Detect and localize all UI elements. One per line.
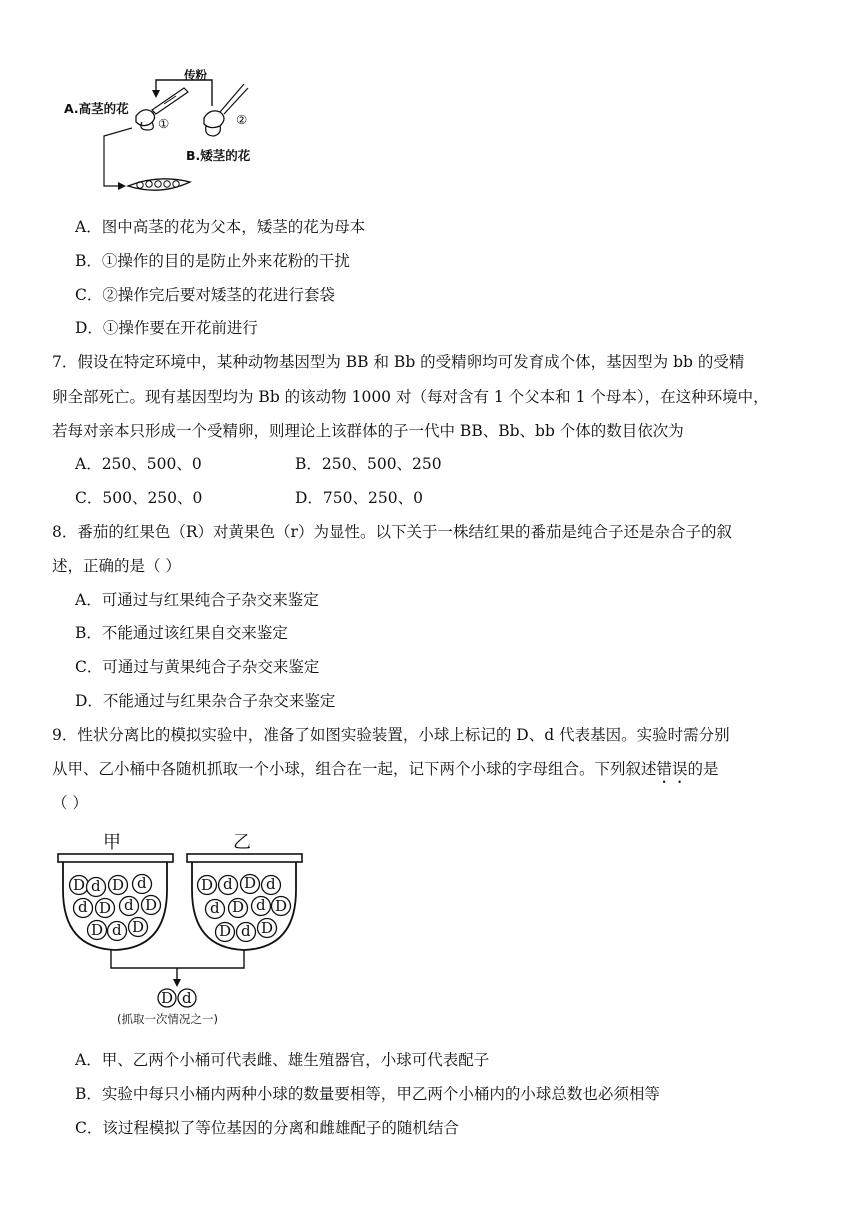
ball-D: D [145, 896, 158, 914]
q9-stem-line-2 [52, 759, 719, 787]
q9-option-a: A．甲、乙两个小桶可代表雌、雄生殖器官，小球可代表配子 [75, 1051, 490, 1069]
ball-D: D [91, 921, 104, 939]
q7-option-d: D．750、250、0 [295, 489, 423, 507]
label-tall-flower: A.高茎的花 [64, 101, 129, 116]
ball-D: D [99, 899, 112, 917]
ball-d: d [223, 875, 233, 893]
q9-stem-line-3: （ ） [52, 794, 88, 812]
q9-stem-tail: 的是 [687, 760, 719, 778]
q9-stem-text: 从甲、乙小桶中各随机抓取一个小球，组合在一起，记下两个小球的字母组合。下列叙述 [52, 760, 657, 778]
bucket-label-jia: 甲 [103, 832, 121, 853]
q9-option-c: C．该过程模拟了等位基因的分离和雌雄配子的随机结合 [75, 1119, 459, 1137]
ball-d: d [112, 921, 122, 939]
q7-option-c: C．500、250、0 [75, 489, 203, 507]
ball-d: d [91, 877, 101, 895]
q8-option-a: A．可通过与红果纯合子杂交来鉴定 [75, 591, 319, 609]
result-ball-d: d [182, 989, 192, 1007]
ball-D: D [201, 876, 214, 894]
q8-option-c: C．可通过与黄果纯合子杂交来鉴定 [75, 658, 320, 676]
q8-stem-line-2: 述，正确的是（ ） [52, 557, 181, 575]
bucket-label-yi: 乙 [233, 832, 251, 853]
ball-d: d [266, 875, 276, 893]
ball-D: D [275, 897, 288, 915]
ball-d: d [78, 898, 88, 916]
pollination-figure [60, 66, 280, 196]
q6-option-d: D．①操作要在开花前进行 [75, 319, 258, 337]
mark-two: ② [236, 112, 248, 127]
ball-d: d [210, 899, 220, 917]
q7-option-a: A．250、500、0 [75, 455, 202, 473]
label-pollination: 传粉 [184, 68, 207, 82]
ball-d: d [256, 896, 266, 914]
ball-d: d [124, 896, 134, 914]
q9-option-b: B．实验中每只小桶内两种小球的数量要相等，甲乙两个小桶内的小球总数也必须相等 [75, 1085, 660, 1103]
result-ball-D: D [161, 989, 174, 1007]
ball-D: D [219, 922, 232, 940]
q9-emphasis-wrong: 错误 [656, 760, 688, 778]
q7-stem-line-2: 卵全部死亡。现有基因型均为 Bb 的该动物 1000 对（每对含有 1 个父本和 1 个母本），在这种环境中， [52, 388, 769, 406]
ball-D: D [244, 874, 257, 892]
q8-stem-line-1: 8．番茄的红果色（R）对黄果色（r）为显性。以下关于一株结红果的番茄是纯合子还是杂合子的叙 [52, 523, 732, 541]
q7-stem-line-1: 7．假设在特定环境中，某种动物基因型为 BB 和 Bb 的受精卵均可发育成个体，基因型为 bb 的受精 [52, 353, 745, 371]
ball-D: D [232, 898, 245, 916]
bucket-figure [55, 826, 315, 1026]
ball-d: d [137, 874, 147, 892]
ball-D: D [132, 918, 145, 936]
ball-D: D [261, 919, 274, 937]
ball-D: D [73, 876, 86, 894]
q9-stem-line-1: 9．性状分离比的模拟实验中，准备了如图实验装置，小球上标记的 D、d 代表基因。实验时需分别 [52, 726, 730, 744]
figure-caption: (抓取一次情况之一) [117, 1012, 218, 1026]
mark-one: ① [158, 116, 170, 131]
q6-option-c: C．②操作完后要对矮茎的花进行套袋 [75, 286, 335, 304]
ball-D: D [112, 876, 125, 894]
q8-option-b: B．不能通过该红果自交来鉴定 [75, 624, 288, 642]
q6-option-a: A．图中高茎的花为父本，矮茎的花为母本 [75, 218, 366, 236]
q8-option-d: D．不能通过与红果杂合子杂交来鉴定 [75, 692, 336, 710]
q7-stem-line-3: 若每对亲本只形成一个受精卵，则理论上该群体的子一代中 BB、Bb、bb 个体的数目依次为 [52, 422, 684, 440]
label-short-flower: B.矮茎的花 [186, 148, 251, 163]
pollination-drawing [60, 66, 280, 196]
ball-d: d [241, 922, 251, 940]
q6-option-b: B．①操作的目的是防止外来花粉的干扰 [75, 252, 350, 270]
q7-option-b: B．250、500、250 [295, 455, 442, 473]
